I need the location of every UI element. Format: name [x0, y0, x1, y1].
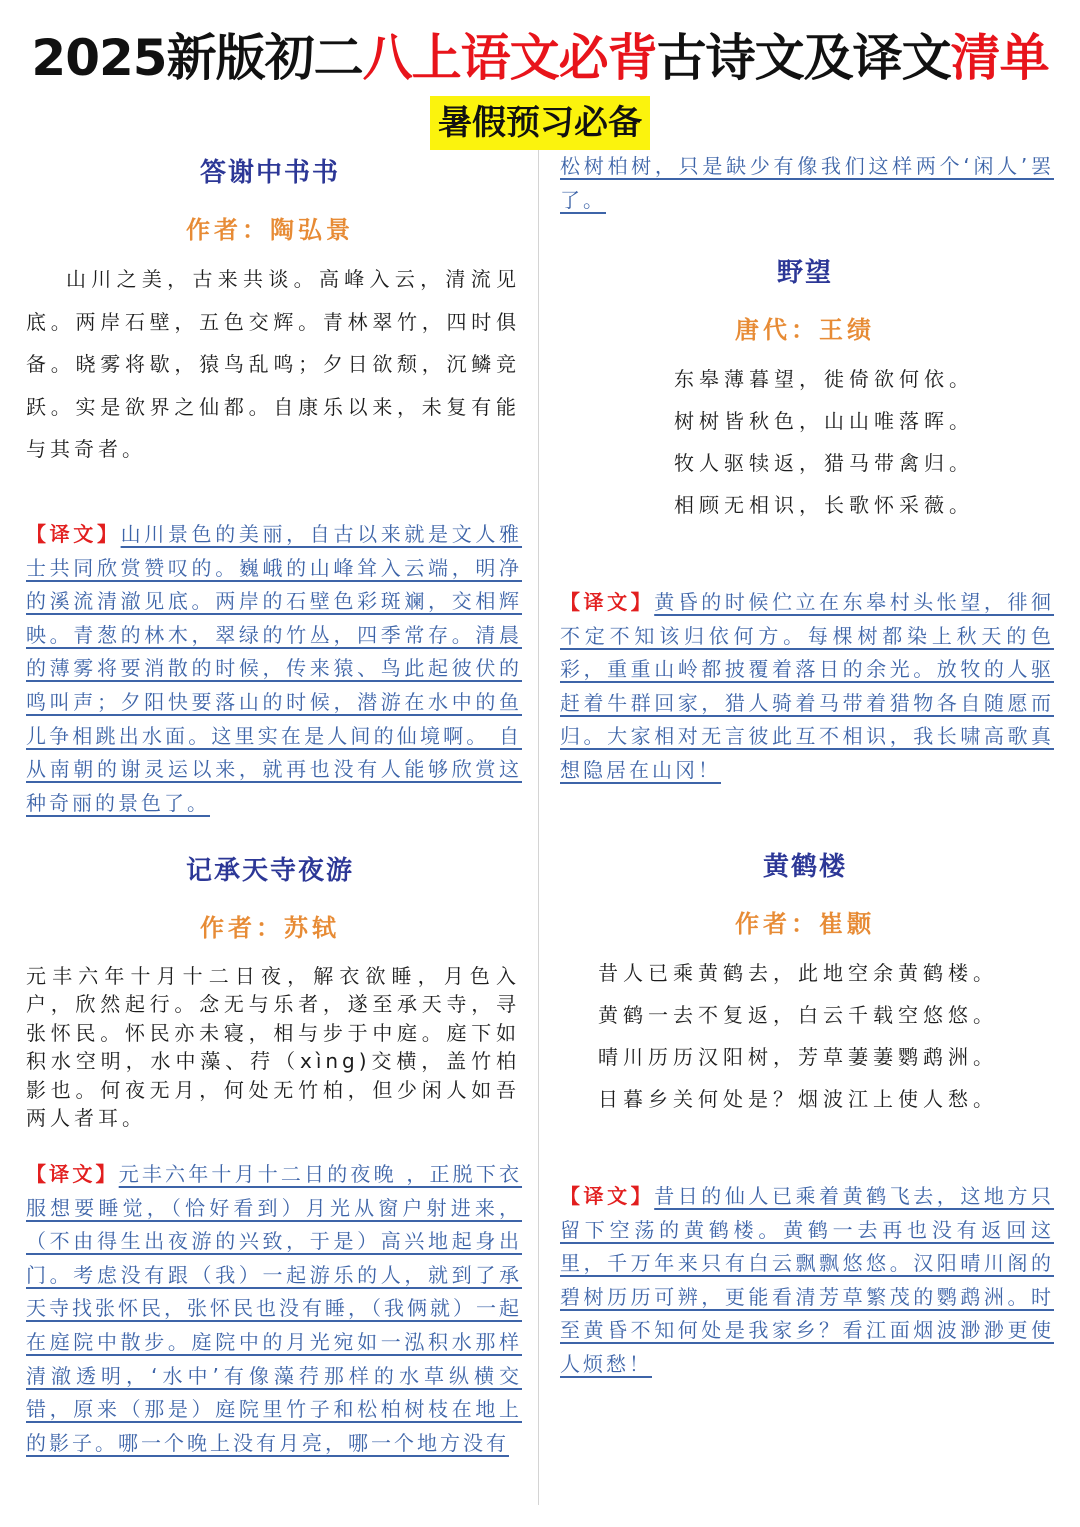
translation-text-1: 山川景色的美丽，自古以来就是文人雅士共同欣赏赞叹的。巍峨的山峰耸入云端，明净的溪流清澈见底。两岸的石壁色彩斑斓，交相辉映。青葱的林木，翠绿的竹丛，四季常存。清晨的薄雾将要消散的时候，传来猿、鸟此起彼伏的鸣叫声；夕阳快要落山的时候，潜游在水中的鱼儿争相跳出水面。这里实在是人间的仙境啊。 自从南朝的谢灵运以来，就再也没有人能够欣赏这种奇丽的景色了。 — [26, 522, 523, 815]
verse-line: 黄鹤一去不复返，白云千载空悠悠。 — [598, 1003, 998, 1027]
poem-author-2: 作者：苏轼 — [200, 914, 340, 942]
title-part-3: 古诗文及译文 — [656, 29, 951, 87]
translation-text-3: 黄昏的时候伫立在东皋村头怅望，徘徊不定不知该归依何方。每棵树都染上秋天的色彩，重重山岭都披覆着落日的余光。放牧的人驱赶着牛群回家，猎人骑着马带着猎物各自随愿而归。大家相对无言彼此互不相识，我长啸高歌真想隐居在山冈！ — [560, 590, 1055, 782]
verse-line: 东皋薄暮望，徙倚欲何依。 — [674, 367, 974, 391]
title-part-1: 2025新版初二 — [31, 29, 363, 87]
verse-line: 日暮乡关何处是？烟波江上使人愁。 — [598, 1087, 998, 1111]
poem-author-4: 作者：崔颢 — [735, 910, 875, 938]
translation-tag: 【译文】 — [560, 590, 655, 614]
poem-title-3: 野望 — [776, 258, 833, 288]
translation-2 — [26, 1158, 522, 1460]
verse-line: 树树皆秋色，山山唯落晖。 — [674, 409, 974, 433]
translation-3 — [560, 586, 1054, 788]
translation-tag: 【译文】 — [26, 1162, 119, 1186]
title-part-2: 八上语文必背 — [362, 29, 657, 87]
translation-tag: 【译文】 — [26, 522, 121, 546]
poem-title-1: 答谢中书书 — [199, 158, 340, 188]
translation-text-2-cont: 松树柏树，只是缺少有像我们这样两个‘闲人’罢了。 — [560, 154, 1054, 212]
poem-title-4: 黄鹤楼 — [762, 852, 847, 882]
verse-line: 晴川历历汉阳树，芳草萋萋鹦鹉洲。 — [598, 1045, 998, 1069]
subtitle-highlight: 暑假预习必备 — [430, 96, 650, 150]
page-title — [0, 22, 1080, 94]
translation-text-2: 元丰六年十月十二日的夜晚 ，正脱下衣服想要睡觉，（恰好看到）月光从窗户射进来，（不由得生出夜游的兴致，于是）高兴地起身出门。考虑没有跟（我）一起游乐的人，就到了承天寺找张怀民，张怀民也没有睡，（我俩就）一起在庭院中散步。庭院中的月光宛如一泓积水那样清澈透明，‘水中’有像藻荇那样的水草纵横交错，原来（那是）庭院里竹子和松柏树枝在地上的影子。哪一个晚上没有月亮，哪一个地方没有 — [26, 1162, 523, 1455]
poem-text-4 — [598, 952, 998, 1120]
poem-title-2: 记承天寺夜游 — [185, 856, 354, 886]
verse-line: 相顾无相识，长歌怀采薇。 — [674, 493, 974, 517]
translation-1 — [26, 518, 522, 820]
poem-text-1: 山川之美，古来共谈。高峰入云，清流见底。两岸石壁，五色交辉。青林翠竹，四时俱备。晓雾将歇，猿鸟乱鸣；夕日欲颓，沉鳞竞跃。实是欲界之仙都。自康乐以来，未复有能与其奇者。 — [26, 267, 520, 461]
translation-4 — [560, 1180, 1054, 1382]
poem-author-1: 作者：陶弘景 — [186, 216, 354, 244]
verse-line: 牧人驱犊返，猎马带禽归。 — [674, 451, 974, 475]
poem-author-3: 唐代：王绩 — [735, 316, 875, 344]
verse-line: 昔人已乘黄鹤去，此地空余黄鹤楼。 — [598, 961, 998, 985]
column-divider — [538, 150, 539, 1505]
translation-tag: 【译文】 — [560, 1184, 655, 1208]
poem-text-2: 元丰六年十月十二日夜，解衣欲睡，月色入户，欣然起行。念无与乐者，遂至承天寺，寻张怀民。怀民亦未寝，相与步于中庭。庭下如积水空明，水中藻、荇（xìng)交横，盖竹柏影也。何夜无月，何处无竹柏，但少闲人如吾两人者耳。 — [26, 964, 520, 1131]
translation-text-4: 昔日的仙人已乘着黄鹤飞去，这地方只留下空荡的黄鹤楼。黄鹤一去再也没有返回这里，千万年来只有白云飘飘悠悠。汉阳晴川阁的碧树历历可辨，更能看清芳草繁茂的鹦鹉洲。时至黄昏不知何处是我家乡？看江面烟波渺渺更使人烦愁！ — [560, 1184, 1055, 1376]
title-part-4: 清单 — [950, 29, 1049, 87]
translation-2-continued — [560, 150, 1054, 217]
poem-text-3 — [674, 358, 974, 526]
